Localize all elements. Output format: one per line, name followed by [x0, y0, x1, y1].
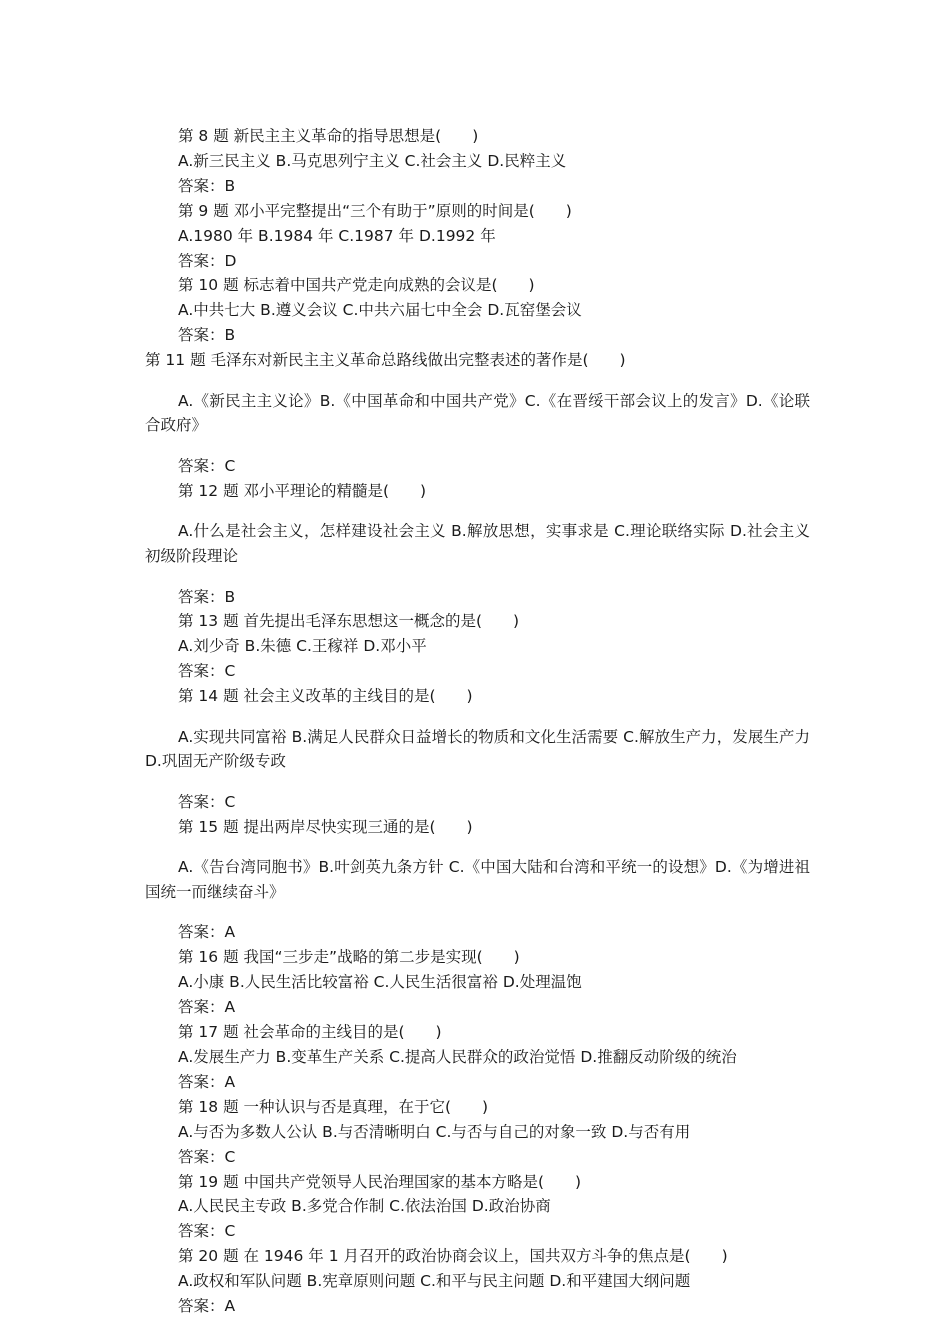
question-answer: 答案：D — [178, 251, 237, 270]
question-options: A.1980 年 B.1984 年 C.1987 年 D.1992 年 — [178, 226, 496, 245]
question-answer: 答案：C — [178, 1222, 236, 1241]
question-stem: 第 10 题 标志着中国共产党走向成熟的会议是( ) — [178, 276, 535, 295]
question-options: A.什么是社会主义，怎样建设社会主义 B.解放思想，实事求是 C.理论联络实际 D.社会主义初级阶段理论 — [145, 522, 810, 566]
question-stem: 第 9 题 邓小平完整提出“三个有助于”原则的时间是( ) — [178, 201, 572, 220]
question-answer: 答案：B — [178, 326, 236, 345]
question-answer: 答案：C — [178, 456, 236, 475]
question-stem: 第 14 题 社会主义改革的主线目的是( ) — [178, 687, 473, 706]
question-options: A.《告台湾同胞书》B.叶剑英九条方针 C.《中国大陆和台湾和平统一的设想》D.《为增进祖国统一而继续奋斗》 — [145, 858, 810, 902]
question-stem: 第 20 题 在 1946 年 1 月召开的政治协商会议上，国共双方斗争的焦点是( ) — [178, 1247, 728, 1266]
question-options: A.新三民主义 B.马克思列宁主义 C.社会主义 D.民粹主义 — [178, 151, 567, 170]
question-answer: 答案：B — [178, 176, 236, 195]
question-options: A.与否为多数人公认 B.与否清晰明白 C.与否与自己的对象一致 D.与否有用 — [178, 1122, 691, 1141]
question-stem: 第 19 题 中国共产党领导人民治理国家的基本方略是( ) — [178, 1172, 582, 1191]
question-stem: 第 13 题 首先提出毛泽东思想这一概念的是( ) — [178, 612, 520, 631]
question-options: A.中共七大 B.遵义会议 C.中共六届七中全会 D.瓦窑堡会议 — [178, 301, 582, 320]
question-answer: 答案：A — [178, 923, 236, 942]
question-answer: 答案：C — [178, 792, 236, 811]
question-options: A.人民民主专政 B.多党合作制 C.依法治国 D.政治协商 — [178, 1197, 551, 1216]
question-options: A.刘少奇 B.朱德 C.王稼祥 D.邓小平 — [178, 637, 427, 656]
question-answer: 答案：A — [178, 1072, 236, 1091]
question-list — [145, 124, 810, 1319]
question-stem: 第 17 题 社会革命的主线目的是( ) — [178, 1023, 442, 1042]
question-stem: 第 18 题 一种认识与否是真理，在于它( ) — [178, 1097, 489, 1116]
question-stem: 第 15 题 提出两岸尽快实现三通的是( ) — [178, 817, 473, 836]
question-options: A.《新民主主义论》B.《中国革命和中国共产党》C.《在晋绥干部会议上的发言》D.《论联合政府》 — [145, 391, 810, 435]
question-options: A.发展生产力 B.变革生产关系 C.提高人民群众的政治觉悟 D.推翻反动阶级的统治 — [178, 1048, 737, 1066]
question-stem: 第 12 题 邓小平理论的精髓是( ) — [178, 481, 427, 500]
question-options: A.政权和军队问题 B.宪章原则问题 C.和平与民主问题 D.和平建国大纲问题 — [178, 1272, 691, 1291]
question-answer: 答案：A — [178, 998, 236, 1017]
question-stem: 第 8 题 新民主主义革命的指导思想是( ) — [178, 127, 479, 145]
question-options: A.小康 B.人民生活比较富裕 C.人民生活很富裕 D.处理温饱 — [178, 973, 582, 992]
question-answer: 答案：A — [178, 1297, 236, 1316]
question-answer: 答案：C — [178, 662, 236, 681]
question-options: A.实现共同富裕 B.满足人民群众日益增长的物质和文化生活需要 C.解放生产力，发展生产力 D.巩固无产阶级专政 — [145, 727, 810, 771]
question-answer: 答案：B — [178, 587, 236, 606]
question-stem: 第 11 题 毛泽东对新民主主义革命总路线做出完整表述的著作是( ) — [145, 351, 626, 370]
question-stem: 第 16 题 我国“三步走”战略的第二步是实现( ) — [178, 948, 520, 967]
question-answer: 答案：C — [178, 1147, 236, 1166]
